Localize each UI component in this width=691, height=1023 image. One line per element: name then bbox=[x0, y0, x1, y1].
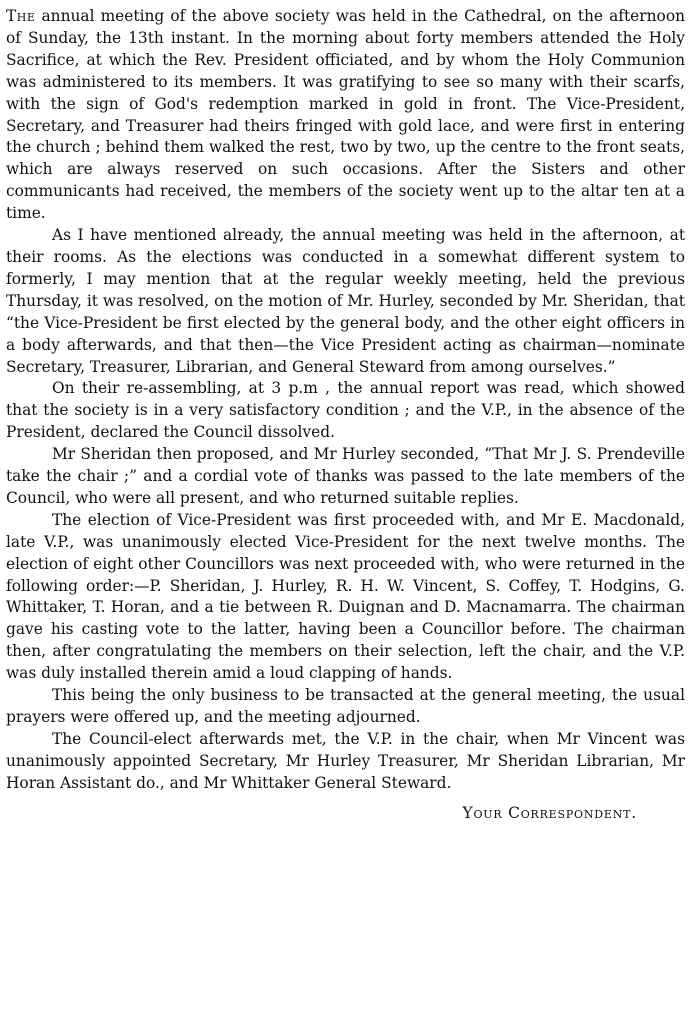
paragraph-annual-report: On their re-assembling, at 3 p.m , the annual report was read, which showed that the society is in a very satisfactory condition ; and the V.P., in the absence of the President, declared the Council dissolved. bbox=[6, 379, 685, 442]
opening-word: The bbox=[6, 7, 36, 25]
paragraph-closing-prayers: This being the only business to be transacted at the general meeting, the usual prayers were offered up, and the meeting adjourned. bbox=[6, 686, 685, 726]
paragraph-election-procedure: As I have mentioned already, the annual meeting was held in the afternoon, at their rooms. As the elections was conducted in a somewhat different system to formerly, I may mention that at the regular weekly meeting, held the previous Thursday, it was resolved, on the motion of Mr. Hurley, seconded by Mr. Sheridan, that “the Vice-President be first elected by the general body, and the other eight officers in a body afterwards, and that then—the Vice President acting as chairman—nominate Secretary, Treasurer, Librarian, and General Steward from among ourselves.” bbox=[6, 226, 685, 376]
paragraph-election-results: The election of Vice-President was first proceeded with, and Mr E. Macdonald, late V.P., was unanimously elected Vice-President for the next twelve months. The election of eight other Councillors was next proceeded with, who were returned in the following order:—P. Sheridan, J. Hurley, R. H. W. Vincent, S. Coffey, T. Hodgins, G. Whittaker, T. Horan, and a tie between R. Duignan and D. Macnamarra. The chairman gave his casting vote to the latter, having been a Councillor before. The chairman then, after congratulating the members on their selection, left the chair, and the V.P. was duly installed therein amid a loud clapping of hands. bbox=[6, 510, 685, 683]
paragraph-meeting-in-cathedral bbox=[6, 6, 685, 225]
paragraph-chair-proposal: Mr Sheridan then proposed, and Mr Hurley seconded, “That Mr J. S. Prendeville take the chair ;” and a cordial vote of thanks was passed to the late members of the Council, who were all present, and who returned suitable replies. bbox=[6, 445, 685, 507]
correspondent-signature: Your Correspondent. bbox=[462, 803, 637, 822]
paragraph-text: annual meeting of the above society was held in the Cathedral, on the afternoon of Sunday, the 13th instant. In the morning about forty members attended the Holy Sacrifice, at which the Rev. President officiated, and by whom the Holy Communion was administered to its members. It was gratifying to see so many with their scarfs, with the sign of God's redemption marked in gold in front. The Vice-President, Secretary, and Treasurer had theirs fringed with gold lace, and were first in entering the church ; behind them walked the rest, two by two, up the centre to the front seats, which are always reserved on such occasions. After the Sisters and other communicants had received, the members of the society went up to the altar ten at a time. bbox=[6, 7, 685, 223]
paragraph-council-appointments: The Council-elect afterwards met, the V.P. in the chair, when Mr Vincent was unanimously appointed Secretary, Mr Hurley Treasurer, Mr Sheridan Librarian, Mr Horan Assistant do., and Mr Whittaker General Steward. bbox=[6, 729, 685, 792]
